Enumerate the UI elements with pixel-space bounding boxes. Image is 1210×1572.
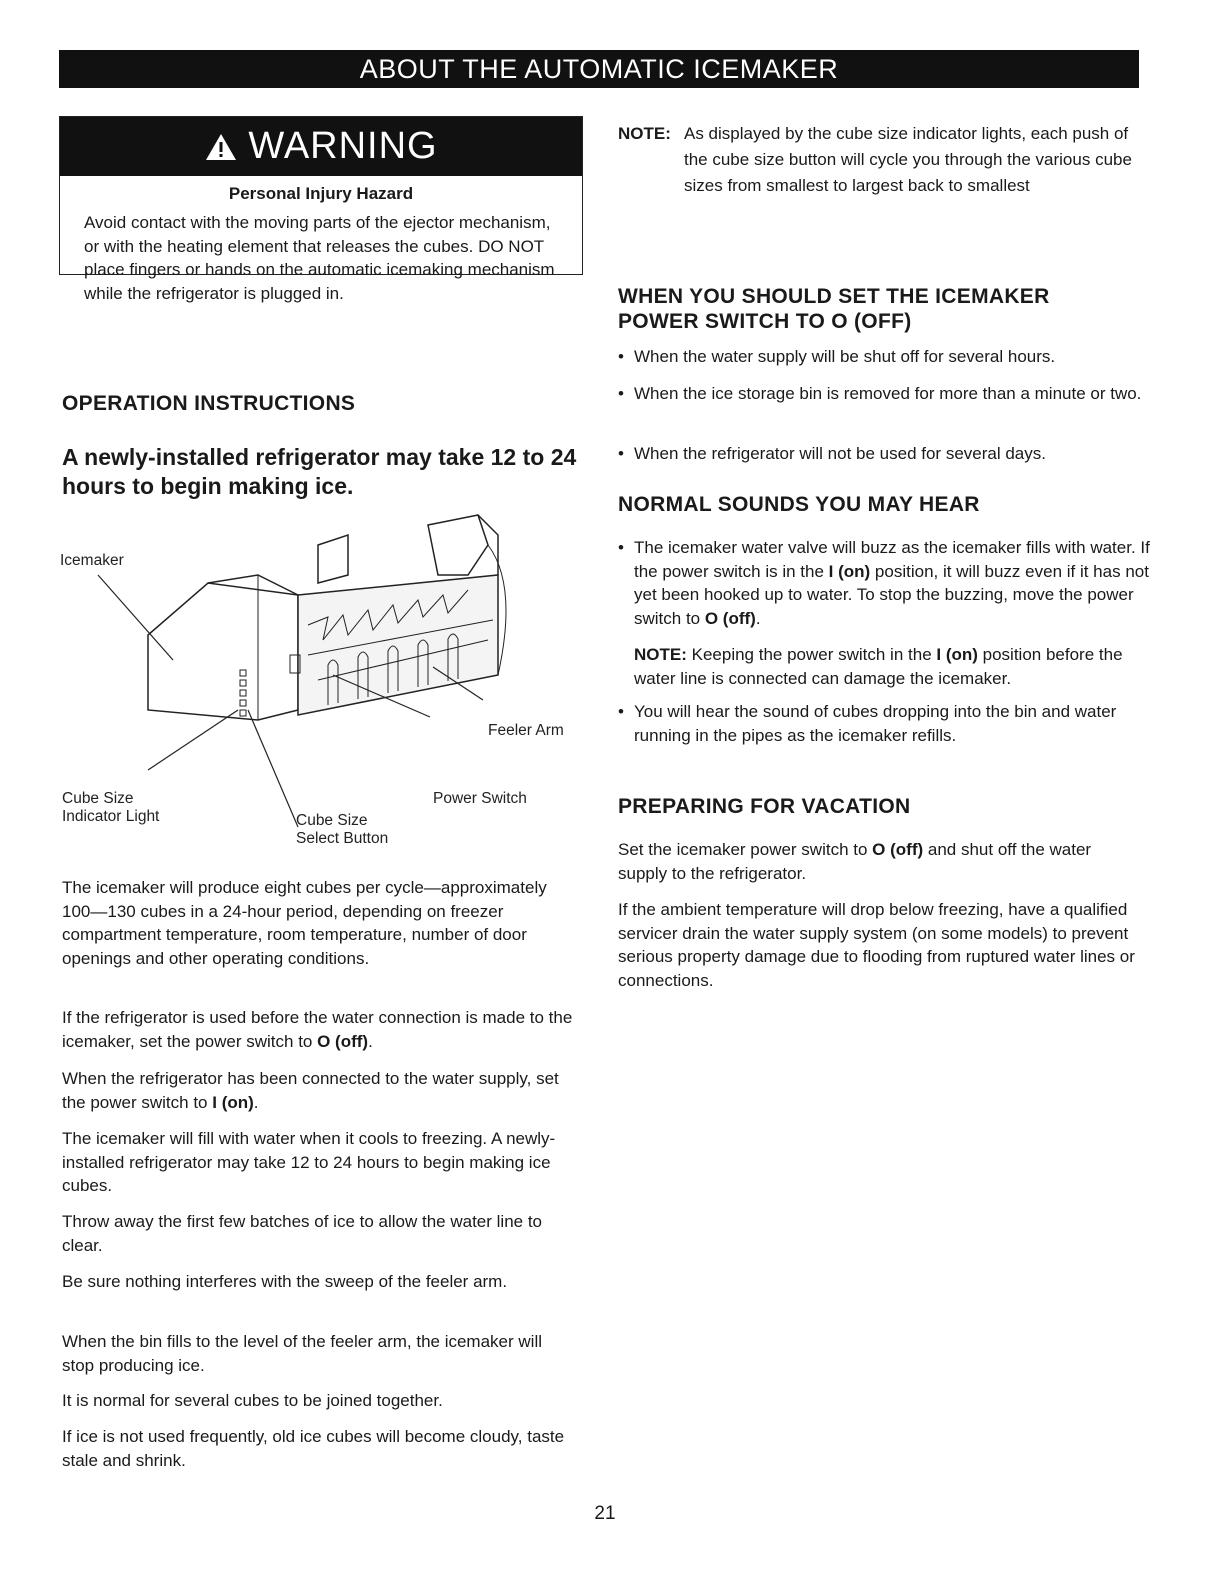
operation-heading: OPERATION INSTRUCTIONS [62, 392, 356, 415]
power-off-bullet-2: • When the ice storage bin is removed for more than a minute or two. [618, 382, 1154, 406]
operation-paragraph-7: When the bin fills to the level of the feeler arm, the icemaker will stop producing ice. [62, 1332, 542, 1375]
label-icemaker: Icemaker [60, 552, 124, 569]
page-banner: ABOUT THE AUTOMATIC ICEMAKER [59, 50, 1139, 88]
warning-header [60, 117, 582, 176]
note-text: As displayed by the cube size indicator lights, each push of the cube size button will cycle you through the various cube sizes from smallest to largest back to smallest [684, 124, 1132, 195]
warning-box [59, 116, 583, 303]
sounds-bullet-1: • The icemaker water valve will buzz as the icemaker fills with water. If the power switch is in the I (on) position, it will buzz even if it has not yet been hooked up to water. To stop the buzzing, move the power switch to O (off). [618, 536, 1154, 630]
warning-text: Avoid contact with the moving parts of the ejector mechanism, or with the heating element that releases the cubes. DO NOT place fingers or hands on the automatic icemaking mechanism while the refrigerator is plugged in. [84, 213, 555, 303]
warning-title: WARNING [248, 125, 438, 167]
operation-subheading: A newly-installed refrigerator may take 12 to 24 hours to begin making ice. [62, 444, 577, 499]
operation-paragraph-8: It is normal for several cubes to be joined together. [62, 1391, 443, 1410]
sounds-note: NOTE: Keeping the power switch in the I (on) position before the water line is connected can damage the icemaker. [634, 645, 1123, 688]
page-number: 21 [594, 1503, 616, 1524]
warning-triangle-icon [204, 132, 238, 162]
operation-paragraph-1: The icemaker will produce eight cubes per cycle—approximately 100—130 cubes in a 24-hour period, depending on freezer compartment temperature, room temperature, number of door openings and other operating conditions. [62, 878, 547, 968]
label-power-switch: Power Switch [433, 790, 527, 807]
cube-size-note [618, 121, 1142, 199]
vacation-heading: PREPARING FOR VACATION [618, 795, 911, 818]
power-off-heading: WHEN YOU SHOULD SET THE ICEMAKER POWER SWITCH TO O (OFF) [618, 285, 1050, 333]
power-off-bullet-3: • When the refrigerator will not be used for several days. [618, 442, 1154, 466]
label-cube-size-indicator-2: Indicator Light [62, 808, 160, 825]
warning-subtitle: Personal Injury Hazard [228, 184, 414, 203]
sounds-heading: NORMAL SOUNDS YOU MAY HEAR [618, 493, 980, 516]
label-cube-size-select-2: Select Button [296, 830, 389, 847]
operation-paragraph-6: Be sure nothing interferes with the sweep of the feeler arm. [62, 1272, 508, 1291]
operation-paragraph-2: If the refrigerator is used before the water connection is made to the icemaker, set the power switch to O (off). [62, 1008, 573, 1051]
operation-paragraph-3: When the refrigerator has been connected to the water supply, set the power switch to I (on). [62, 1069, 559, 1112]
label-cube-size-indicator-1: Cube Size [62, 790, 134, 807]
power-off-bullet-1: • When the water supply will be shut off for several hours. [618, 345, 1154, 369]
note-label: NOTE: [618, 124, 671, 143]
label-feeler-arm: Feeler Arm [488, 722, 564, 739]
icemaker-diagram [58, 505, 588, 855]
sounds-bullet-2: • You will hear the sound of cubes dropping into the bin and water running in the pipes as the icemaker refills. [618, 700, 1154, 747]
operation-paragraph-5: Throw away the first few batches of ice to allow the water line to clear. [62, 1212, 543, 1255]
operation-paragraph-4: The icemaker will fill with water when it cools to freezing. A newly-installed refrigerator may take 12 to 24 hours to begin making ice cubes. [62, 1129, 556, 1195]
operation-paragraph-9: If ice is not used frequently, old ice cubes will become cloudy, taste stale and shrink. [62, 1427, 565, 1470]
label-cube-size-select-1: Cube Size [296, 812, 368, 829]
vacation-paragraph-1: Set the icemaker power switch to O (off) and shut off the water supply to the refrigerator. [618, 840, 1092, 883]
vacation-paragraph-2: If the ambient temperature will drop below freezing, have a qualified servicer drain the water supply system (on some models) to prevent serious property damage due to flooding from ruptured water lines or connections. [618, 900, 1135, 990]
